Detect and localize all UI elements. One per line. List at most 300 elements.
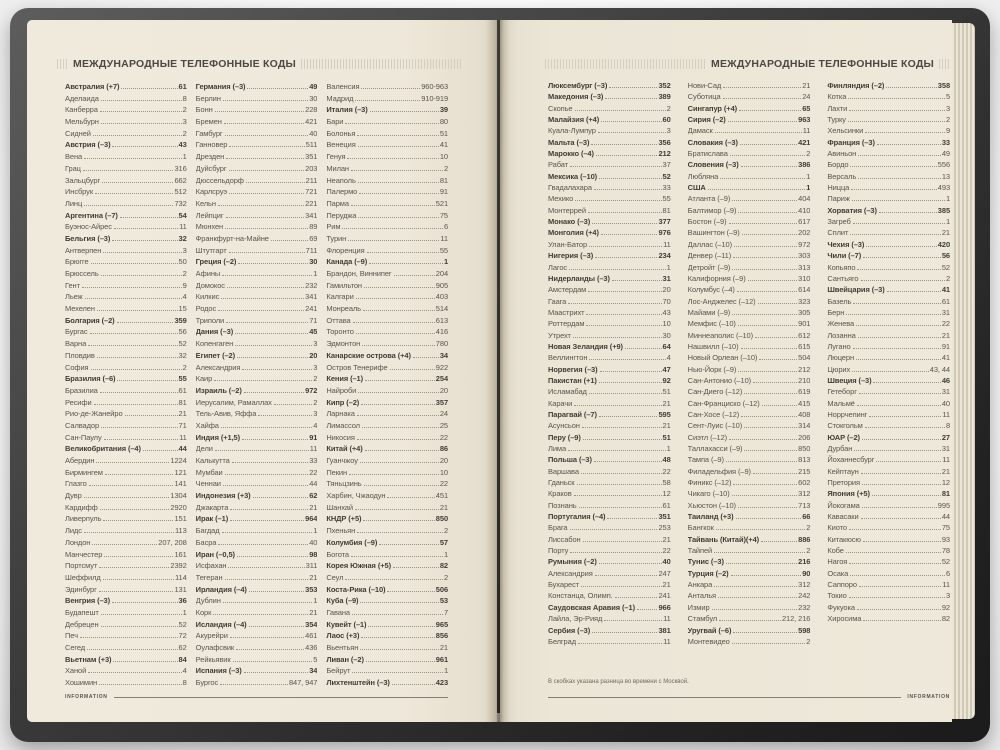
- entry-name: Куала-Лумпур: [548, 126, 596, 136]
- entry-code: 13: [941, 171, 951, 181]
- entry-name: Марокко (–4): [548, 149, 594, 159]
- city-code-row: [196, 210, 318, 222]
- entry-name: Фукуока: [827, 602, 855, 612]
- dot-leader: [357, 532, 443, 533]
- entry-code: 352: [658, 81, 671, 90]
- city-code-row: [65, 151, 187, 163]
- entry-name: Килкис: [195, 292, 220, 302]
- entry-code: 506: [435, 584, 449, 594]
- entry-code: 33: [941, 137, 951, 147]
- entry-code: 6: [443, 222, 449, 232]
- entry-code: 81: [439, 175, 449, 185]
- entry-code: 61: [941, 296, 951, 306]
- entry-code: 1: [443, 666, 449, 676]
- dot-leader: [758, 303, 798, 304]
- entry-code: 33: [309, 456, 318, 465]
- city-code-row: [65, 619, 187, 631]
- entry-code: 721: [305, 187, 318, 197]
- dot-leader: [84, 158, 182, 159]
- entry-code: 316: [174, 163, 187, 173]
- city-code-row: [688, 613, 811, 624]
- entry-name: Сплит: [827, 228, 849, 238]
- dot-leader: [568, 303, 661, 304]
- country-code-row: [326, 654, 448, 666]
- country-code-row: [196, 490, 318, 502]
- dot-leader: [220, 684, 288, 685]
- city-code-row: [688, 250, 811, 261]
- city-code-row: [65, 303, 187, 315]
- city-code-row: [196, 268, 318, 280]
- entry-name: Любляна: [687, 171, 719, 181]
- entry-name: Бургас: [65, 327, 88, 337]
- entry-name: Анталья: [687, 591, 716, 601]
- entry-code: 7: [443, 607, 449, 617]
- entry-name: Лос-Анджелес (–12): [687, 296, 756, 306]
- entry-name: Новая Зеландия (+9): [548, 341, 623, 351]
- dot-leader: [229, 252, 305, 253]
- entry-code: 206: [798, 432, 811, 442]
- entry-code: 1: [182, 152, 187, 162]
- city-code-row: [827, 148, 950, 159]
- entry-name: Кения (–1): [326, 374, 364, 384]
- entry-code: 41: [439, 140, 449, 150]
- entry-name: Салвадор: [65, 420, 100, 430]
- city-code-row: [326, 139, 448, 151]
- entry-code: 512: [174, 187, 187, 197]
- entry-code: 75: [439, 210, 449, 220]
- dot-leader: [238, 263, 308, 264]
- entry-name: Флоренция: [326, 245, 365, 255]
- country-code-row: [827, 284, 950, 295]
- entry-name: Тунис (–3): [687, 557, 724, 567]
- entry-code: 2: [313, 397, 318, 407]
- entry-name: Абердин: [65, 456, 95, 465]
- city-code-row: [65, 338, 187, 350]
- dot-leader: [863, 257, 941, 258]
- dot-leader: [853, 223, 945, 224]
- dot-leader: [739, 110, 801, 111]
- dot-leader: [856, 359, 941, 360]
- dot-leader: [719, 620, 781, 621]
- dot-leader: [215, 111, 304, 112]
- dot-leader: [575, 200, 661, 201]
- entry-code: 47: [662, 364, 671, 374]
- entry-name: Лугано: [827, 341, 851, 351]
- entry-name: Каир: [195, 374, 213, 384]
- entry-name: Бельгия (–3): [65, 233, 111, 243]
- right-page: [500, 20, 952, 722]
- dot-leader: [714, 552, 805, 553]
- city-code-row: [65, 642, 187, 654]
- dot-leader: [570, 166, 662, 167]
- entry-name: Нови-Сад: [687, 81, 722, 90]
- entry-code: 856: [435, 631, 449, 641]
- entry-name: Парагвай (–7): [548, 409, 597, 419]
- dot-leader: [351, 205, 435, 206]
- dot-leader: [237, 357, 308, 358]
- country-code-row: [688, 103, 811, 114]
- dot-leader: [577, 484, 662, 485]
- entry-code: 351: [658, 512, 671, 522]
- entry-name: Бари: [326, 117, 344, 127]
- entry-code: 51: [662, 432, 671, 442]
- entry-name: Германия (–3): [195, 82, 246, 91]
- dot-leader: [578, 643, 662, 644]
- code-columns: [65, 81, 448, 689]
- country-code-row: [548, 454, 671, 465]
- city-code-row: [326, 490, 448, 502]
- entry-code: 1: [443, 257, 449, 267]
- city-code-row: [326, 198, 448, 210]
- entry-name: Портсмут: [65, 561, 98, 571]
- dot-leader: [351, 556, 443, 557]
- entry-code: 2: [666, 103, 671, 113]
- entry-name: София: [65, 362, 89, 372]
- entry-name: Финляндия (–2): [827, 81, 885, 90]
- dot-leader: [718, 597, 797, 598]
- entry-name: Монголия (+4): [548, 228, 599, 238]
- entry-name: Нигерия (–3): [548, 251, 594, 261]
- city-code-row: [688, 273, 811, 284]
- entry-code: 27: [941, 432, 951, 442]
- entry-name: Ливан (–2): [326, 654, 364, 664]
- entry-name: Берлин: [195, 93, 221, 103]
- entry-code: 31: [941, 307, 951, 317]
- dot-leader: [351, 170, 443, 171]
- entry-name: Перу (–9): [548, 432, 581, 442]
- dot-leader: [607, 518, 657, 519]
- entry-code: 358: [937, 81, 951, 90]
- dot-leader: [100, 111, 182, 112]
- city-code-row: [65, 607, 187, 619]
- dot-leader: [720, 178, 805, 179]
- entry-name: Ханой: [65, 666, 87, 676]
- entry-code: 403: [435, 292, 449, 302]
- entry-code: 732: [174, 198, 187, 208]
- city-code-row: [196, 175, 318, 187]
- dot-leader: [394, 275, 435, 276]
- entry-code: 40: [309, 537, 318, 547]
- city-code-row: [196, 291, 318, 303]
- country-code-row: [688, 182, 811, 193]
- city-code-row: [688, 364, 811, 375]
- dot-leader: [274, 404, 312, 405]
- entry-code: 90: [802, 568, 811, 578]
- dot-leader: [362, 427, 439, 428]
- entry-name: Вьентьян: [326, 643, 359, 652]
- entry-name: Амстердам: [548, 285, 587, 295]
- entry-name: Никосия: [326, 432, 355, 442]
- dot-leader: [759, 359, 797, 360]
- city-code-row: [196, 373, 318, 385]
- entry-code: 86: [439, 444, 449, 454]
- entry-code: 207, 208: [158, 537, 187, 547]
- entry-name: Кавасаки: [827, 512, 859, 522]
- entry-code: 21: [439, 502, 449, 512]
- entry-code: 15: [178, 304, 187, 314]
- entry-code: 82: [941, 614, 951, 624]
- city-code-row: [65, 432, 187, 444]
- city-code-row: [326, 408, 448, 420]
- dot-leader: [850, 234, 941, 235]
- entry-name: Пекин: [326, 467, 348, 477]
- entry-name: Румыния (–2): [548, 557, 597, 567]
- dot-leader: [82, 287, 182, 288]
- entry-name: Торонто: [326, 327, 354, 337]
- dot-leader: [387, 497, 434, 498]
- entry-code: 41: [941, 353, 951, 363]
- entry-name: Сиэтл (–12): [687, 432, 728, 442]
- dot-leader: [726, 563, 797, 564]
- country-code-row: [548, 227, 671, 238]
- country-code-row: [688, 114, 811, 125]
- dot-leader: [850, 575, 945, 576]
- entry-name: Таллахасси (–9): [687, 444, 743, 453]
- entry-name: Сингапур (+4): [687, 103, 738, 113]
- dot-leader: [856, 325, 941, 326]
- country-code-row: [196, 385, 318, 397]
- city-code-row: [65, 175, 187, 187]
- entry-code: 10: [439, 152, 449, 162]
- entry-code: 91: [439, 187, 449, 197]
- entry-name: Болгария (–2): [65, 315, 115, 325]
- entry-name: Нашвилл (–10): [687, 341, 739, 351]
- entry-code: 961: [435, 654, 449, 664]
- entry-code: 964: [305, 514, 318, 524]
- city-code-row: [65, 104, 187, 116]
- city-code-row: [65, 525, 187, 537]
- entry-code: 451: [435, 491, 449, 501]
- city-code-row: [548, 182, 671, 193]
- entry-name: Бразилия (–6): [65, 374, 116, 384]
- entry-name: Скопье: [548, 103, 573, 113]
- entry-name: Вьетнам (+3): [65, 654, 112, 664]
- entry-code: 436: [305, 643, 318, 652]
- entry-name: Китай (+4): [326, 444, 363, 454]
- entry-name: Валенсия: [326, 82, 360, 91]
- entry-code: 311: [305, 561, 318, 571]
- entry-code: 312: [798, 489, 811, 499]
- city-code-row: [827, 262, 950, 273]
- dot-leader: [736, 518, 802, 519]
- entry-name: Сирия (–2): [687, 115, 726, 125]
- entry-name: Претория: [827, 478, 860, 488]
- country-code-row: [326, 443, 448, 455]
- dot-leader: [356, 333, 435, 334]
- entry-code: 253: [658, 523, 671, 533]
- entry-name: Женева: [827, 319, 855, 329]
- entry-name: Брюссель: [65, 269, 99, 278]
- entry-code: 55: [662, 194, 671, 204]
- city-code-row: [196, 245, 318, 257]
- city-code-row: [326, 326, 448, 338]
- country-code-row: [196, 81, 318, 93]
- entry-name: Ирландия (–4): [195, 584, 247, 594]
- dot-leader: [583, 439, 662, 440]
- dot-leader: [225, 135, 309, 136]
- country-code-row: [196, 513, 318, 525]
- entry-code: 2: [806, 523, 811, 533]
- city-code-row: [688, 488, 811, 499]
- dot-leader: [361, 404, 435, 405]
- entry-name: Аделаида: [65, 93, 99, 103]
- entry-code: 2: [945, 273, 951, 283]
- dot-leader: [247, 88, 308, 89]
- country-code-row: [688, 625, 811, 636]
- dot-leader: [101, 626, 178, 627]
- entry-name: Балтимор (–9): [687, 205, 737, 215]
- entry-name: Печ: [65, 631, 78, 641]
- entry-name: Стамбул: [687, 614, 718, 624]
- entry-code: 11: [179, 222, 187, 232]
- entry-name: Токио: [827, 591, 847, 601]
- entry-code: 850: [435, 514, 449, 524]
- dot-leader: [714, 586, 797, 587]
- page-title: МЕЖДУНАРОДНЫЕ ТЕЛЕФОННЫЕ КОДЫ: [73, 57, 296, 70]
- entry-code: 22: [941, 319, 951, 329]
- dot-leader: [80, 637, 178, 638]
- city-code-row: [326, 291, 448, 303]
- entry-name: Лихтенштейн (–3): [326, 678, 390, 688]
- entry-code: 33: [662, 183, 671, 193]
- country-code-row: [326, 373, 448, 385]
- city-code-row: [196, 104, 318, 116]
- entry-code: 44: [178, 444, 187, 454]
- country-code-row: [326, 584, 448, 596]
- entry-name: Гданьск: [548, 478, 575, 488]
- dot-leader: [588, 212, 662, 213]
- entry-code: 32: [178, 350, 187, 360]
- dot-leader: [94, 404, 178, 405]
- dot-leader: [741, 416, 797, 417]
- dot-leader: [569, 269, 666, 270]
- city-code-row: [326, 163, 448, 175]
- entry-name: Тяньцзинь: [326, 479, 362, 489]
- country-code-row: [326, 350, 448, 362]
- entry-name: Колумбус (–4): [687, 285, 735, 295]
- entry-code: 922: [435, 362, 449, 372]
- entry-code: 2: [945, 115, 951, 125]
- entry-name: Бангкок: [687, 523, 714, 533]
- dot-leader: [612, 280, 662, 281]
- entry-name: Гвадалахара: [548, 183, 592, 193]
- city-code-row: [196, 163, 318, 175]
- city-code-row: [688, 386, 811, 397]
- country-code-row: [65, 443, 187, 455]
- city-code-row: [827, 398, 950, 409]
- city-code-row: [326, 385, 448, 397]
- entry-code: 421: [798, 137, 811, 147]
- dot-leader: [218, 310, 304, 311]
- dot-leader: [356, 298, 435, 299]
- page-title: МЕЖДУНАРОДНЫЕ ТЕЛЕФОННЫЕ КОДЫ: [711, 57, 934, 70]
- entry-code: 21: [309, 607, 318, 617]
- dot-leader: [857, 269, 940, 270]
- footer-label: INFORMATION: [65, 694, 108, 700]
- entry-name: Бразилиа: [65, 385, 98, 395]
- country-code-row: [548, 364, 671, 375]
- dot-leader: [85, 298, 182, 299]
- city-code-row: [827, 556, 950, 567]
- city-code-row: [548, 103, 671, 114]
- dot-leader: [101, 100, 182, 101]
- entry-name: Оттава: [326, 315, 351, 325]
- dot-leader: [573, 337, 662, 338]
- entry-code: 21: [178, 409, 187, 419]
- entry-code: 314: [798, 421, 811, 431]
- entry-name: Анкара: [687, 580, 713, 590]
- code-columns: [548, 80, 950, 647]
- entry-name: Тайпей: [687, 546, 713, 556]
- entry-name: Мальта (–3): [548, 137, 590, 147]
- code-column: [326, 81, 448, 689]
- entry-name: Александрия: [195, 362, 241, 372]
- city-code-row: [196, 128, 318, 140]
- dot-leader: [84, 205, 173, 206]
- entry-name: Хиросима: [827, 614, 862, 624]
- dot-leader: [873, 382, 940, 383]
- entry-code: 203: [305, 163, 318, 173]
- entry-name: Кувейт (–1): [326, 619, 367, 629]
- entry-code: 1: [806, 183, 811, 193]
- city-code-row: [65, 93, 187, 105]
- entry-code: 780: [435, 339, 449, 349]
- entry-code: 21: [941, 330, 951, 340]
- city-code-row: [326, 116, 448, 128]
- entry-code: 356: [658, 137, 671, 147]
- entry-code: 40: [662, 557, 671, 567]
- entry-code: 212, 216: [781, 614, 811, 624]
- city-code-row: [65, 362, 187, 374]
- dot-leader: [594, 461, 662, 462]
- city-code-row: [548, 307, 671, 318]
- dot-leader: [347, 158, 438, 159]
- city-code-row: [688, 398, 811, 409]
- entry-name: Мюнхен: [195, 222, 224, 232]
- dot-leader: [358, 146, 439, 147]
- entry-name: Сан-Хосе (–12): [687, 409, 740, 419]
- entry-code: 1304: [170, 491, 187, 501]
- entry-name: Парма: [326, 198, 349, 208]
- entry-name: Милан: [326, 163, 349, 173]
- entry-name: Монтевидео: [687, 636, 730, 646]
- entry-name: Штутгарт: [195, 245, 227, 255]
- entry-name: Осака: [827, 568, 849, 578]
- dot-leader: [596, 155, 658, 156]
- entry-code: 242: [798, 591, 811, 601]
- dot-leader: [236, 649, 304, 650]
- dot-leader: [862, 507, 937, 508]
- dot-leader: [229, 193, 304, 194]
- city-code-row: [827, 364, 950, 375]
- entry-name: Перуджа: [326, 210, 357, 220]
- city-code-row: [65, 584, 187, 596]
- entry-code: 221: [305, 198, 318, 208]
- dot-leader: [581, 473, 662, 474]
- entry-name: Уругвай (–6): [687, 625, 732, 635]
- city-code-row: [326, 478, 448, 490]
- dot-leader: [99, 567, 169, 568]
- entry-name: Эдинбург: [65, 584, 97, 594]
- dot-leader: [235, 333, 308, 334]
- entry-name: Турку: [827, 115, 846, 125]
- entry-name: Суботица: [687, 92, 721, 102]
- dot-leader: [859, 586, 941, 587]
- city-code-row: [326, 186, 448, 198]
- city-code-row: [326, 642, 448, 654]
- dot-leader: [387, 591, 434, 592]
- entry-code: 2392: [170, 561, 187, 571]
